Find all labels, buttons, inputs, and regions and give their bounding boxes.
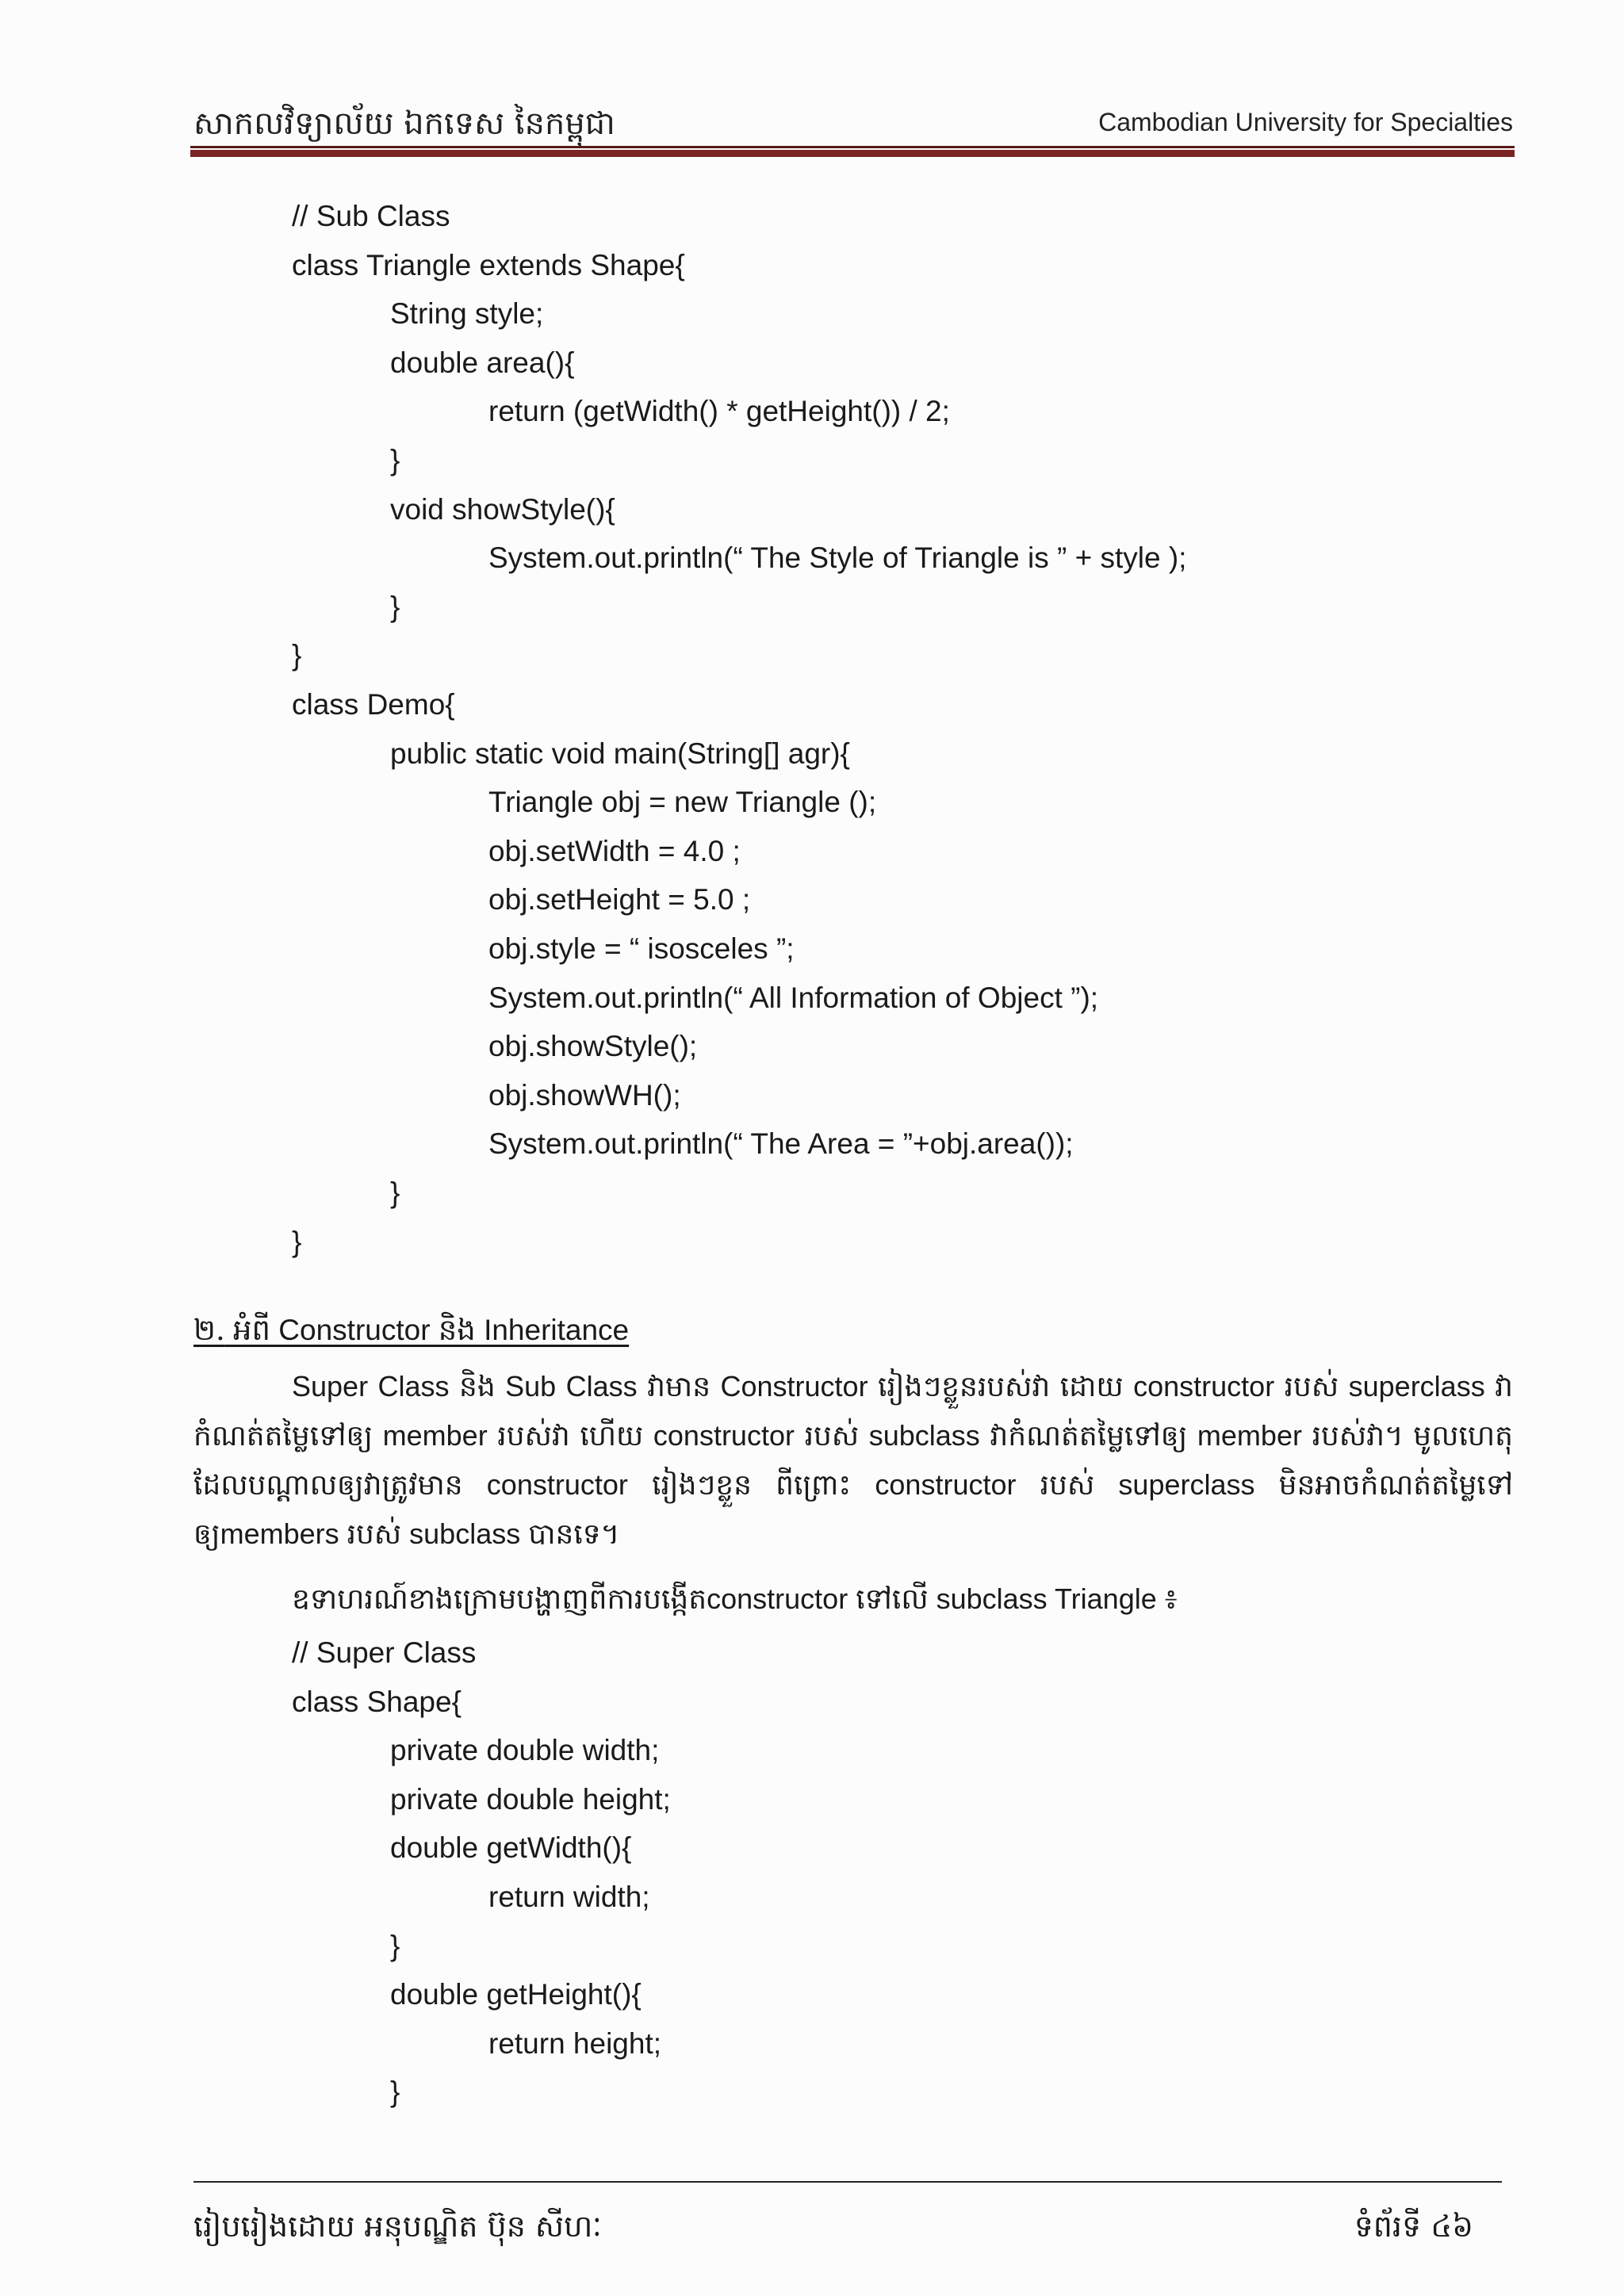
code-line: System.out.println(“ The Style of Triangle is ” + style ); <box>488 541 1187 575</box>
code-line: System.out.println(“ The Area = ”+obj.area()); <box>488 1127 1074 1161</box>
code-line: void showStyle(){ <box>390 492 615 526</box>
code-line: } <box>390 444 400 476</box>
university-name-english: Cambodian University for Specialties <box>1098 108 1513 136</box>
footer-divider <box>193 2181 1502 2183</box>
code-line: class Demo{ <box>292 688 455 721</box>
code-line: return (getWidth() * getHeight()) / 2; <box>488 395 950 428</box>
code-line: } <box>390 1177 400 1209</box>
university-name-khmer: សាកលវិទ្យាល័យ ឯកទេស នៃកម្ពុជា <box>193 105 615 142</box>
code-line: obj.setWidth = 4.0 ; <box>488 834 741 867</box>
header-divider-thin <box>190 146 1515 148</box>
section-number: ២. <box>193 1313 225 1347</box>
code-line: Triangle obj = new Triangle (); <box>488 786 877 819</box>
page-number: ទំព័រទី ៤៦ <box>1354 2209 1473 2244</box>
code-line: class Triangle extends Shape{ <box>292 248 685 281</box>
code-line: } <box>390 1929 400 1962</box>
footer-author: រៀបរៀងដោយ អនុបណ្ឌិត ប៊ុន សីហៈ <box>193 2209 602 2244</box>
code-line: // Super Class <box>292 1636 477 1669</box>
code-line: // Sub Class <box>292 200 450 232</box>
code-line: obj.setHeight = 5.0 ; <box>488 883 751 916</box>
code-line: } <box>292 1225 302 1258</box>
code-line: public static void main(String[] agr){ <box>390 737 850 770</box>
header-divider-thick <box>190 150 1515 157</box>
section-title: អំពី Constructor និង Inheritance <box>224 1314 630 1346</box>
code-line: double getWidth(){ <box>390 1831 632 1865</box>
code-line: obj.showWH(); <box>488 1078 681 1112</box>
code-line: } <box>390 590 400 623</box>
code-line: double getHeight(){ <box>390 1978 642 2011</box>
code-line: return height; <box>488 2026 662 2060</box>
code-line: return width; <box>488 1881 650 1913</box>
section-heading <box>193 1312 629 1355</box>
code-line: } <box>292 639 302 672</box>
body-paragraph: Super Class និង Sub Class វាមាន Constructor រៀងៗខ្លួនរបស់វា ដោយ constructor របស់ superclass វាកំណត់តម្លៃទៅឲ្យ member របស់វា ហើយ constructor របស់ subclass វាកំណត់តម្លៃទៅឲ្យ member របស់វា។ មូលហេតុដែលបណ្តាលឲ្យវាត្រូវមាន constructor រៀងៗខ្លួន ពីព្រោះ constructor របស់ superclass មិនអាចកំណត់តម្លៃទៅឲ្យmembers របស់ subclass បានទេ។ <box>193 1370 1513 1550</box>
code-line: System.out.println(“ All Information of Object ”); <box>488 981 1099 1014</box>
code-line: String style; <box>390 297 544 331</box>
code-line: double area(){ <box>390 346 575 379</box>
code-line: private double width; <box>390 1734 660 1767</box>
code-line: obj.showStyle(); <box>488 1030 698 1063</box>
code-line: obj.style = “ isosceles ”; <box>488 932 795 965</box>
code-line: } <box>390 2076 400 2109</box>
code-line: private double height; <box>390 1782 671 1816</box>
code-line: class Shape{ <box>292 1685 462 1718</box>
example-intro: ឧទាហរណ៍ខាងក្រោមបង្ហាញពីការបង្កើតconstructor ទៅលើ subclass Triangle ៖ <box>292 1582 1178 1615</box>
page-header <box>193 97 1513 141</box>
